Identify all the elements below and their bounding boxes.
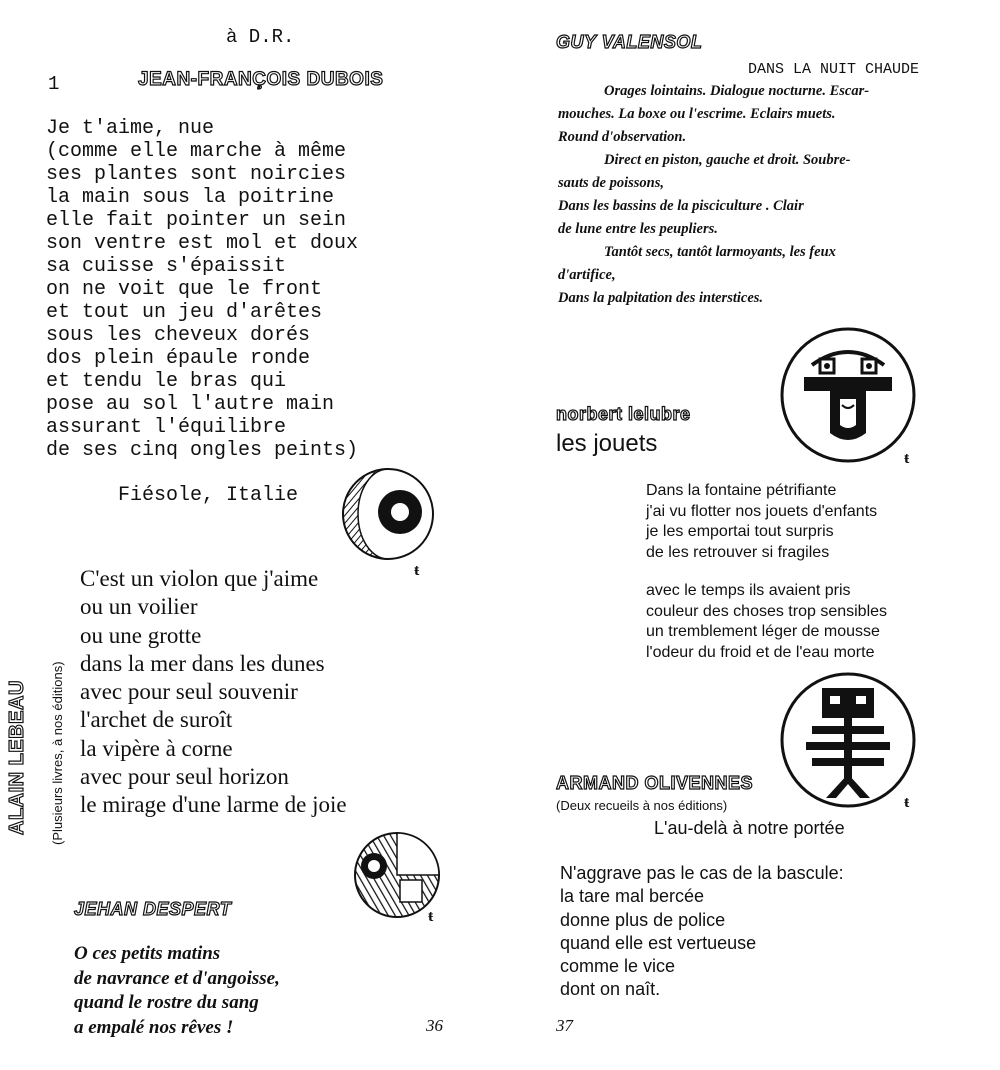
author-valensol: GUY VALENSOL <box>556 32 703 52</box>
poem-line: le mirage d'une larme de joie <box>80 792 347 818</box>
author-despert: JEHAN DESPERT <box>74 899 232 919</box>
poem-line: la main sous la poitrine <box>46 186 335 209</box>
signature-mark: ŧ <box>904 794 910 811</box>
prose-line: Dans la palpitation des interstices. <box>558 290 764 306</box>
poem-line: la tare mal bercée <box>560 886 705 907</box>
author-olivennes-note: (Deux recueils à nos éditions) <box>556 798 728 813</box>
poem-lebeau <box>80 565 347 820</box>
poem-line: donne plus de police <box>560 909 726 930</box>
poem-line: un tremblement léger de mousse <box>646 623 880 641</box>
poem-line: dans la mer dans les dunes <box>80 650 325 676</box>
emblem-target-icon <box>340 466 436 562</box>
poem-line: a empalé nos rêves ! <box>74 1016 234 1038</box>
poem-olivennes <box>560 862 844 1002</box>
poem-place: Fiésole, Italie <box>118 484 299 507</box>
signature-mark: ŧ <box>904 450 910 467</box>
prose-line: Orages lointains. Dialogue nocturne. Escar- <box>604 83 870 99</box>
title-au-dela: L'au-delà à notre portée <box>654 818 845 838</box>
title-jouets: les jouets <box>556 430 658 457</box>
prose-line: Direct en piston, gauche et droit. Soubre- <box>604 152 851 168</box>
poem-line: dont on naît. <box>560 979 661 1000</box>
poem-line: on ne voit que le front <box>46 278 323 301</box>
prose-line: Dans les bassins de la pisciculture . Clair <box>558 198 804 214</box>
poem-line: quand elle est vertueuse <box>560 932 757 953</box>
poem-line: de les retrouver si fragiles <box>646 544 830 562</box>
prose-line: d'artifice, <box>558 267 616 283</box>
poem-line: elle fait pointer un sein <box>46 209 347 232</box>
prose-line: Tantôt secs, tantôt larmoyants, les feux <box>604 244 836 260</box>
poem-line: avec le temps ils avaient pris <box>646 582 851 599</box>
title-nuit-chaude: DANS LA NUIT CHAUDE <box>748 61 920 78</box>
page-number-right: 37 <box>556 1016 573 1035</box>
poem-line: ou un voilier <box>80 594 198 620</box>
prose-valensol <box>558 80 970 310</box>
poem-line: O ces petits matins <box>74 943 221 964</box>
poem-line: avec pour seul souvenir <box>80 679 298 705</box>
author-lebeau-note: (Plusieurs livres, à nos éditions) <box>50 661 65 845</box>
poem-line: pose au sol l'autre main <box>46 393 335 416</box>
poem-line: comme le vice <box>560 956 676 977</box>
prose-line: Round d'observation. <box>558 129 687 145</box>
poem-line: assurant l'équilibre <box>46 416 287 439</box>
poem-line: Dans la fontaine pétrifiante <box>646 482 837 499</box>
poem-line: de navrance et d'angoisse, <box>74 967 280 989</box>
page-number-left: 36 <box>426 1016 443 1035</box>
poem-line: je les emportai tout surpris <box>646 523 834 541</box>
poem-line: sous les cheveux dorés <box>46 324 311 347</box>
poem-lelubre-stanza1 <box>646 481 877 564</box>
prose-line: mouches. La boxe ou l'escrime. Eclairs muets. <box>558 106 836 122</box>
poem-line: sa cuisse s'épaissit <box>46 255 287 278</box>
prose-line: sauts de poissons, <box>558 175 664 191</box>
poem-line: l'odeur du froid et de l'eau morte <box>646 644 875 662</box>
poem-line: son ventre est mol et doux <box>46 232 359 255</box>
poem-line: la vipère à corne <box>80 735 233 761</box>
author-olivennes: ARMAND OLIVENNES <box>556 773 754 793</box>
poem-line: C'est un violon que j'aime <box>80 566 319 591</box>
poem-line: dos plein épaule ronde <box>46 347 311 370</box>
poem-line: de ses cinq ongles peints) <box>46 439 359 462</box>
emblem-patterned-icon <box>352 830 442 920</box>
poem-line: j'ai vu flotter nos jouets d'enfants <box>646 502 878 520</box>
signature-mark: ŧ <box>428 908 434 925</box>
poem-line: couleur des choses trop sensibles <box>646 602 888 620</box>
poem-dubois <box>46 117 358 462</box>
poem-line: quand le rostre du sang <box>74 992 259 1013</box>
poem-line: et tendu le bras qui <box>46 370 287 393</box>
author-lelubre: norbert lelubre <box>556 404 691 424</box>
emblem-glyph-icon <box>778 670 918 810</box>
poem-line: et tout un jeu d'arêtes <box>46 301 323 324</box>
poem-line: N'aggrave pas le cas de la bascule: <box>560 863 844 883</box>
poem-line: avec pour seul horizon <box>80 764 289 790</box>
poem-number: 1 <box>48 73 60 95</box>
poem-line: ses plantes sont noircies <box>46 163 347 186</box>
poem-line: l'archet de suroît <box>80 707 233 733</box>
poem-lelubre-stanza2 <box>646 581 887 664</box>
author-dubois: JEAN-FRANÇOIS DUBOIS <box>138 69 384 90</box>
dedication: à D.R. <box>226 26 295 48</box>
author-lebeau: ALAIN LEBEAU <box>6 680 28 835</box>
poem-line: (comme elle marche à même <box>46 140 347 163</box>
poem-line: ou une grotte <box>80 622 202 648</box>
prose-line: de lune entre les peupliers. <box>558 221 718 237</box>
poem-line: Je t'aime, nue <box>46 117 215 140</box>
signature-mark: ŧ <box>414 562 420 579</box>
poem-despert <box>74 942 280 1040</box>
emblem-mask-icon <box>778 325 918 465</box>
